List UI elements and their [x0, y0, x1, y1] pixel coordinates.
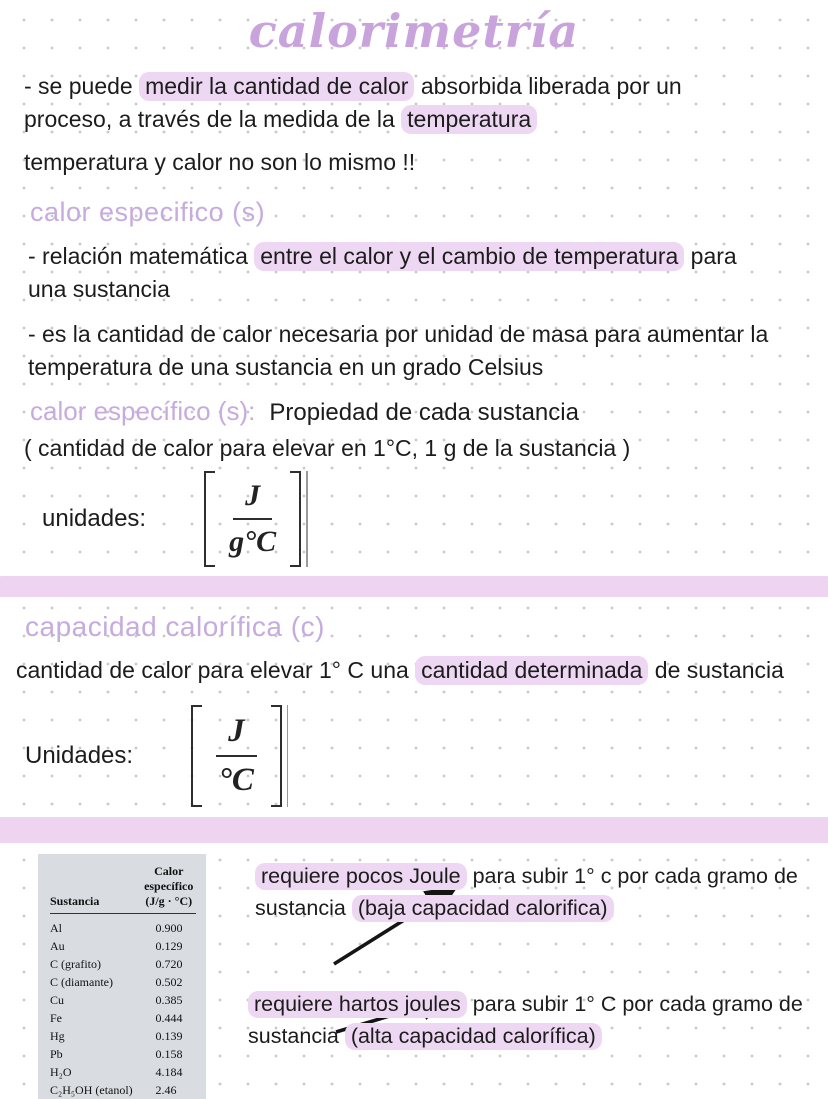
header-line: (J/g · °C)	[145, 894, 193, 908]
substance-cell: Pb	[50, 1047, 63, 1061]
value-cell: 0.502	[155, 975, 183, 989]
units-label: Unidades:	[25, 742, 134, 769]
page-title: calorimetría	[248, 4, 580, 58]
table-row	[50, 991, 196, 1009]
highlight-medir-cantidad-calor: medir la cantidad de calor	[139, 72, 414, 101]
highlight-relacion-calor-temperatura: entre el calor y el cambio de temperatura	[254, 242, 684, 271]
value-cell: 0.720	[155, 957, 183, 971]
substance-cell: Au	[50, 939, 65, 953]
formula-denominator: g°C	[229, 525, 277, 558]
substance-cell: C₂H₅OH (etanol)	[50, 1083, 133, 1097]
text: para una sustancia	[28, 243, 737, 302]
highlight-alta-capacidad: (alta capacidad calorífica)	[345, 1023, 602, 1050]
text: cantidad de calor para elevar 1° C una	[16, 657, 416, 683]
specific-heat-definition-line	[30, 396, 579, 427]
specific-heat-definition-note: ( cantidad de calor para elevar en 1°C, 1 g de la sustancia )	[24, 435, 631, 461]
heat-capacity-units	[25, 698, 288, 814]
highlight-cantidad-determinada: cantidad determinada	[415, 656, 648, 685]
value-cell: 0.900	[155, 921, 183, 935]
value-cell: 4.184	[155, 1065, 183, 1079]
table-row	[50, 1063, 196, 1081]
note-temperatura-calor: temperatura y calor no son lo mismo !!	[24, 149, 416, 175]
substance-cell: Cu	[50, 993, 65, 1007]
substance-cell: C (diamante)	[50, 975, 113, 989]
table-row	[50, 937, 196, 955]
units-label: unidades:	[42, 505, 147, 532]
right-bracket	[290, 471, 301, 567]
annotation-high-capacity	[248, 988, 826, 1053]
section-divider	[0, 576, 828, 597]
section-divider	[0, 817, 828, 843]
left-bracket	[191, 705, 202, 807]
table-row	[50, 973, 196, 991]
caret-line	[287, 705, 289, 807]
table-row	[50, 914, 196, 938]
intro-text: - se puede	[24, 73, 140, 99]
intro-text: absorbida liberada por un proceso, a través de la medida de la	[24, 73, 682, 132]
units-formula-j-per-g-celsius	[204, 471, 308, 567]
value-cell: 0.444	[155, 1011, 183, 1025]
annotation-low-capacity	[255, 860, 828, 925]
value-cell: 2.46	[155, 1083, 177, 1097]
text: para subir 1° C por cada gramo de sustancia	[248, 992, 803, 1049]
value-cell: 0.139	[155, 1029, 183, 1043]
highlight-baja-capacidad: (baja capacidad calorifica)	[352, 895, 614, 922]
specific-heat-paragraph-2: - es la cantidad de calor necesaria por unidad de masa para aumentar la temperatura de una sustancia en un grado Celsius	[28, 321, 769, 380]
heading-capacidad-calorifica: capacidad calorífica (c)	[25, 611, 325, 642]
highlight-requiere-pocos-joule: requiere pocos Joule	[255, 863, 467, 890]
table-row	[50, 1081, 196, 1099]
substance-cell: Hg	[50, 1029, 65, 1043]
highlight-requiere-hartos-joules: requiere hartos joules	[248, 991, 467, 1018]
definition-text: Propiedad de cada sustancia	[269, 399, 579, 426]
table-row	[50, 1045, 196, 1063]
specific-heat-paragraph-1	[28, 240, 780, 305]
caret-line	[306, 471, 308, 567]
formula-numerator: J	[233, 479, 272, 520]
header-line: específico	[144, 879, 194, 893]
heading-calor-especifico: calor especifico (s)	[30, 197, 266, 227]
right-bracket	[271, 705, 282, 807]
value-cell: 0.158	[155, 1047, 183, 1061]
intro-paragraph	[24, 70, 750, 135]
header-line: Calor	[154, 864, 184, 878]
specific-heat-table	[38, 854, 206, 1099]
table-row	[50, 1009, 196, 1027]
substance-cell: H₂O	[50, 1065, 72, 1079]
table-row	[50, 1027, 196, 1045]
substance-cell: Al	[50, 921, 62, 935]
heat-capacity-paragraph	[16, 654, 812, 687]
units-formula-j-per-celsius	[191, 705, 288, 807]
table-header-substance: Sustancia	[50, 864, 141, 914]
text: para subir 1° c por cada gramo de sustancia	[255, 864, 798, 921]
substance-cell: C (grafito)	[50, 957, 101, 971]
value-cell: 0.129	[155, 939, 183, 953]
table-header-value	[141, 864, 196, 914]
value-cell: 0.385	[155, 993, 183, 1007]
text: de sustancia	[648, 657, 784, 683]
text: - relación matemática	[28, 243, 255, 269]
formula-numerator: J	[216, 713, 257, 757]
table-row	[50, 955, 196, 973]
highlight-temperatura: temperatura	[401, 105, 537, 134]
definition-label: calor específico (s):	[30, 396, 256, 426]
left-bracket	[204, 471, 215, 567]
formula-denominator: °C	[218, 762, 254, 798]
substance-cell: Fe	[50, 1011, 62, 1025]
specific-heat-units	[42, 468, 308, 570]
